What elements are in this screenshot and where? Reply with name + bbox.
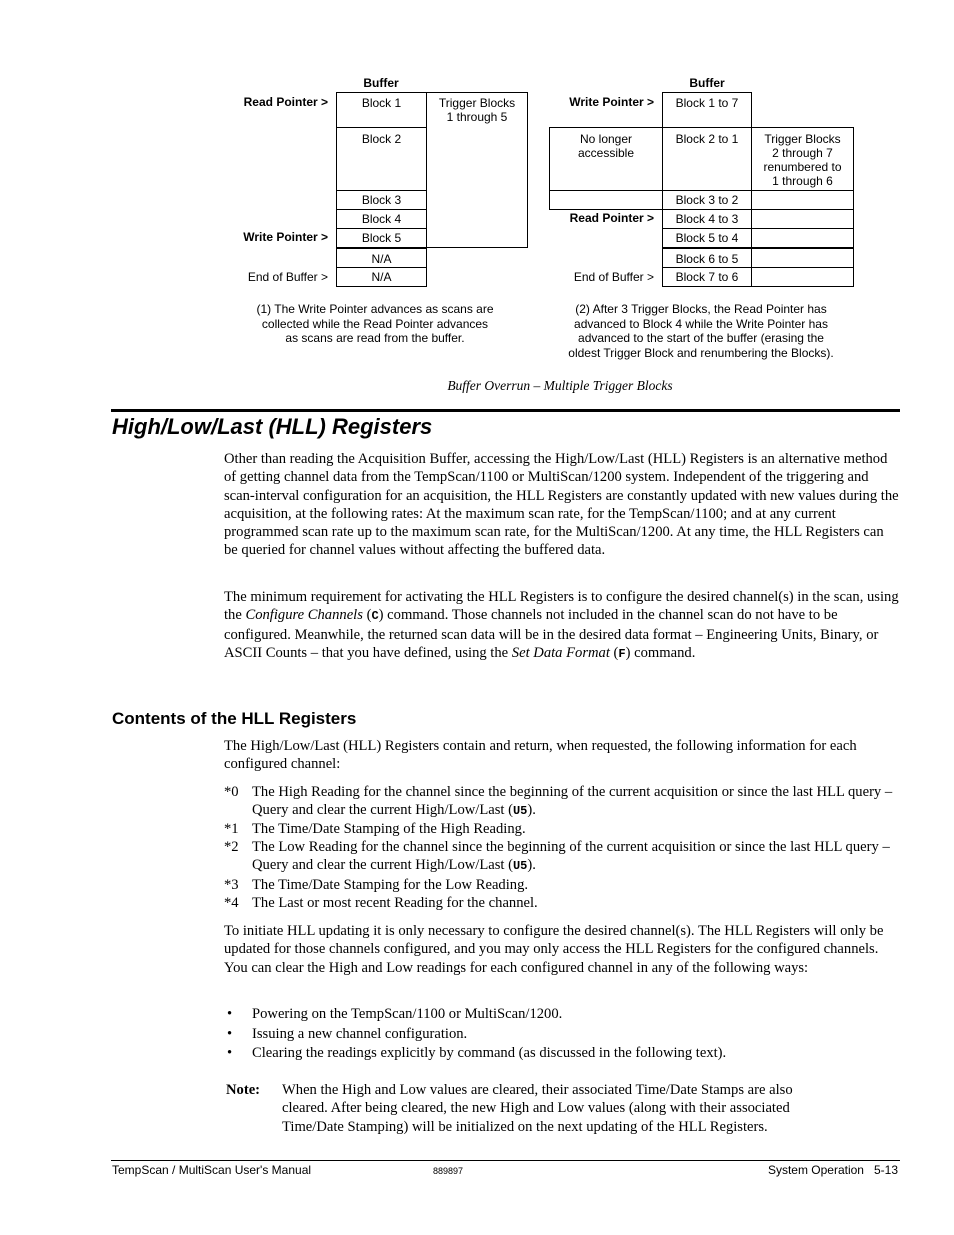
right-block-7: Block 7 to 6 xyxy=(662,267,752,287)
right-block-1: Block 1 to 7 xyxy=(662,92,752,128)
no-longer-accessible: No longer accessible xyxy=(549,127,663,191)
left-block-3: Block 3 xyxy=(336,190,427,210)
bullet-icon: • xyxy=(227,1006,233,1022)
left-end-of-buffer-label: End of Buffer > xyxy=(247,270,328,284)
footer-page-info: System Operation 5-13 xyxy=(767,1163,898,1177)
configure-channels-term: Configure Channels xyxy=(245,607,363,624)
paragraph-initiate: To initiate HLL updating it is only necessary to configure the desired channel(s). The HLL Registers will only be updated for those channels configured, and you may only access the HLL Registers for the configured channels. You can clear the High and Low readings for each configured channel in any of the following ways: xyxy=(224,923,884,976)
bullet-icon: • xyxy=(227,1045,233,1061)
right-end-of-buffer-label: End of Buffer > xyxy=(573,270,654,284)
right-block-5: Block 5 to 4 xyxy=(662,228,752,248)
set-data-format-term: Set Data Format xyxy=(511,644,610,661)
paragraph-contents-intro: The High/Low/Last (HLL) Registers contain and return, when requested, the following information for each configured channel: xyxy=(224,738,857,773)
left-write-pointer-label: Write Pointer > xyxy=(243,230,328,244)
bullet-icon: • xyxy=(227,1026,233,1042)
right-col3-row5 xyxy=(751,228,854,248)
paragraph-requirement: The minimum requirement for activating the HLL Registers is to configure the desired channel(s) in the scan, using the Configure Channels (C) command. Those channels not included in the channel scan do not have to be configured. Meanwhile, the returned scan data will be in the desired data format – Engineering Units, Binary, or ASCII Counts – that you have defined, using the Set Data Format (F) command. xyxy=(224,589,899,661)
left-buffer-header: Buffer xyxy=(363,76,399,90)
figure-title: Buffer Overrun – Multiple Trigger Blocks xyxy=(447,378,673,393)
right-col3-row3 xyxy=(751,190,854,210)
right-col3-row7 xyxy=(751,267,854,287)
left-trigger-blocks: Trigger Blocks 1 through 5 xyxy=(426,92,528,248)
paragraph-intro: Other than reading the Acquisition Buffer, accessing the High/Low/Last (HLL) Registers is an alternative method of getting channel data from the TempScan/1100 or MultiScan/1200 system. Independent of the triggering and scan-interval configuration for an acquisition, the HLL Registers are constantly updated with new values during the acquisition, at the following rates: At the maximum scan rate, for the TempScan/1100; and at any current programmed scan rate up to the maximum scan rate, for the MultiScan/1200. At any time, the HLL Registers can be queried for channel values without affecting the buffered data. xyxy=(224,451,899,559)
right-write-pointer-label: Write Pointer > xyxy=(569,95,654,109)
footer-manual-title: TempScan / MultiScan User's Manual xyxy=(112,1163,312,1177)
left-block-1: Block 1 xyxy=(336,92,427,128)
left-block-na-2: N/A xyxy=(336,267,427,287)
command-u5: U5 xyxy=(512,859,528,874)
right-col3-row6 xyxy=(751,248,854,268)
section-heading: High/Low/Last (HLL) Registers xyxy=(112,414,433,439)
right-read-pointer-label: Read Pointer > xyxy=(569,211,654,225)
footer-doc-number: 889897 xyxy=(433,1166,464,1176)
note-text: When the High and Low values are cleared, their associated Time/Date Stamps are also cleared. After being cleared, the new High and Low values (along with their associated Time/Date Stamping) will be initialized on the next updating of the HLL Registers. xyxy=(282,1082,793,1135)
right-trigger-blocks: Trigger Blocks 2 through 7 renumbered to 1 through 6 xyxy=(751,127,854,191)
right-caption: (2) After 3 Trigger Blocks, the Read Pointer has advanced to Block 4 while the Write Pointer has advanced to the start of the buffer (erasing the oldest Trigger Block and renumbering the Blocks). xyxy=(568,302,834,360)
left-block-4: Block 4 xyxy=(336,209,427,229)
left-block-na-1: N/A xyxy=(336,248,427,268)
command-c: C xyxy=(371,609,379,624)
section-rule xyxy=(111,409,900,412)
left-block-5: Block 5 xyxy=(336,228,427,248)
note-label: Note: xyxy=(226,1082,261,1098)
footer-rule xyxy=(111,1160,900,1161)
subsection-heading: Contents of the HLL Registers xyxy=(112,709,357,728)
left-block-2: Block 2 xyxy=(336,127,427,191)
right-block-3: Block 3 to 2 xyxy=(662,190,752,210)
right-block-4: Block 4 to 3 xyxy=(662,209,752,229)
command-u5: U5 xyxy=(512,804,528,819)
right-buffer-header: Buffer xyxy=(689,76,725,90)
command-f: F xyxy=(618,646,626,661)
right-block-2: Block 2 to 1 xyxy=(662,127,752,191)
left-read-pointer-label: Read Pointer > xyxy=(243,95,328,109)
right-empty-cell xyxy=(549,190,663,210)
left-caption: (1) The Write Pointer advances as scans are collected while the Read Pointer advances as scans are read from the buffer. xyxy=(256,302,494,345)
right-col3-row4 xyxy=(751,209,854,229)
right-block-6: Block 6 to 5 xyxy=(662,248,752,268)
